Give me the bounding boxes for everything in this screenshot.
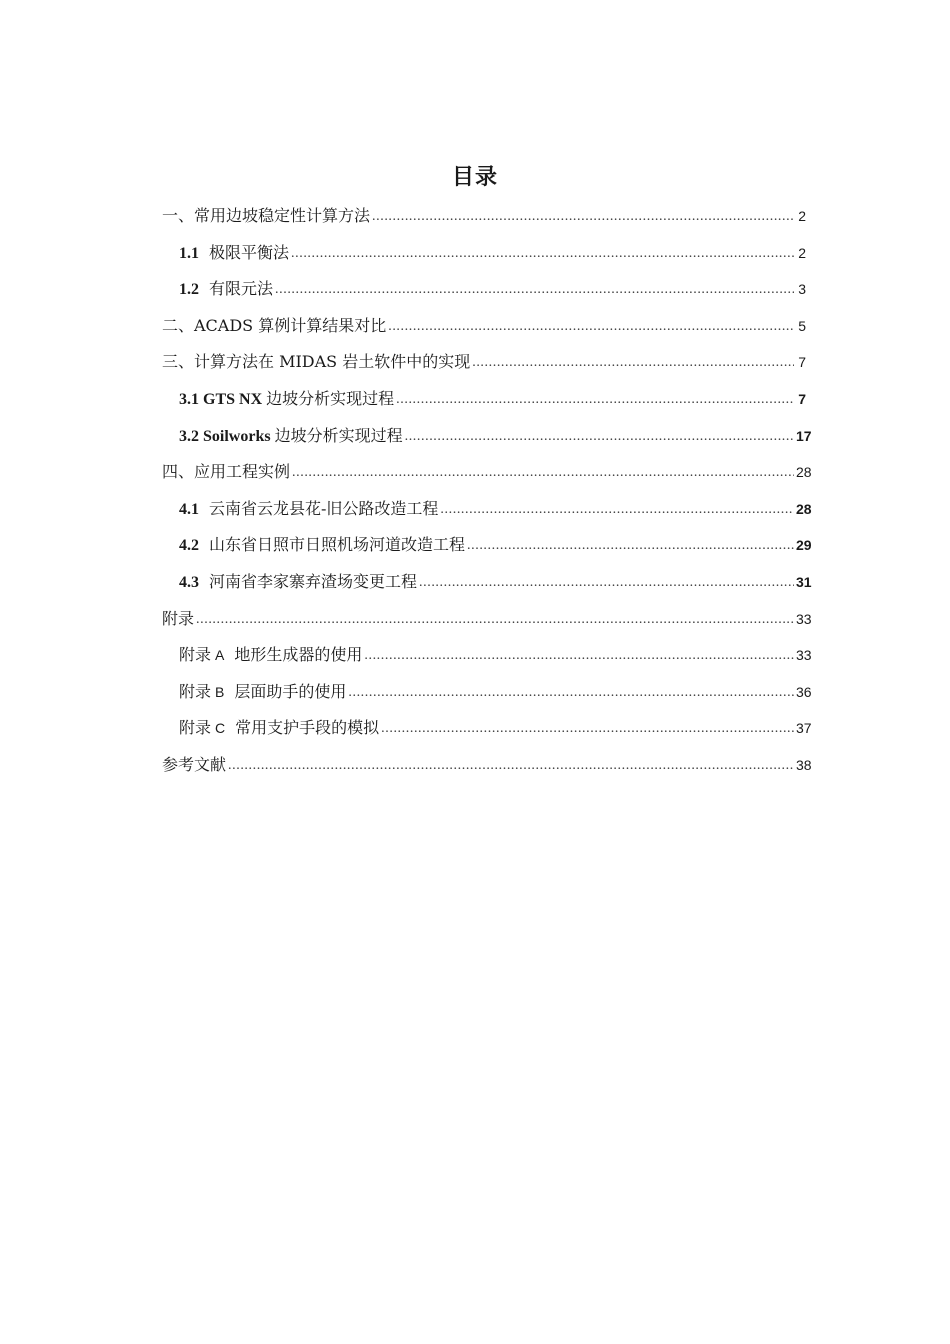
toc-entry-label: 地形生成器的使用 bbox=[234, 645, 363, 665]
toc-entry-label: 云南省云龙县花-旧公路改造工程 bbox=[209, 498, 439, 518]
toc-entry-appendix-tag: A bbox=[215, 647, 225, 664]
toc-leader-dots bbox=[467, 531, 794, 561]
toc-entry-page: 2 bbox=[798, 244, 806, 261]
toc-entry[interactable] bbox=[162, 677, 812, 714]
toc-entry[interactable] bbox=[162, 640, 812, 677]
toc-entry[interactable] bbox=[162, 457, 812, 494]
toc-entry-page: 17 bbox=[796, 427, 812, 444]
toc-entry-page: 38 bbox=[796, 756, 812, 773]
toc-entry[interactable] bbox=[162, 494, 812, 531]
toc-entry-label: 河南省李家寨弃渣场变更工程 bbox=[209, 571, 418, 591]
toc-entry-label: 附录 bbox=[162, 608, 195, 628]
toc-entry[interactable] bbox=[162, 604, 812, 641]
toc-entry-number: 3.1 GTS NX bbox=[179, 390, 263, 408]
toc-entry-label: 层面助手的使用 bbox=[234, 681, 347, 701]
toc-entry-label: 二、ACADS 算例计算结果对比 bbox=[162, 315, 387, 335]
toc-entry-page: 5 bbox=[798, 317, 806, 334]
toc-leader-dots bbox=[364, 641, 794, 671]
toc-leader-dots bbox=[405, 422, 794, 452]
toc-entry-prefix: 附录 bbox=[179, 645, 212, 665]
toc-entry-number: 3.2 Soilworks bbox=[179, 427, 271, 445]
toc-leader-dots bbox=[372, 202, 794, 232]
toc-entry-label: 边坡分析实现过程 bbox=[274, 425, 403, 445]
toc-entry-number: 4.2 bbox=[179, 537, 199, 555]
toc-leader-dots bbox=[419, 568, 794, 598]
toc-entry-prefix: 附录 bbox=[179, 718, 212, 738]
table-of-contents bbox=[162, 201, 812, 787]
toc-leader-dots bbox=[472, 348, 794, 378]
toc-entry-number: 4.1 bbox=[179, 500, 199, 518]
toc-entry[interactable] bbox=[162, 530, 812, 567]
toc-leader-dots bbox=[292, 458, 794, 488]
toc-leader-dots bbox=[228, 751, 794, 781]
toc-entry[interactable] bbox=[162, 201, 806, 238]
toc-leader-dots bbox=[396, 385, 794, 415]
toc-entry-number: 1.2 bbox=[179, 281, 199, 299]
toc-leader-dots bbox=[388, 312, 794, 342]
toc-entry[interactable] bbox=[162, 274, 806, 311]
toc-entry-page: 7 bbox=[798, 390, 806, 407]
toc-entry-number: 1.1 bbox=[179, 244, 199, 262]
toc-title: 目录 bbox=[451, 165, 498, 190]
toc-leader-dots bbox=[348, 678, 794, 708]
toc-entry-label: 四、应用工程实例 bbox=[162, 462, 291, 482]
toc-entry-page: 33 bbox=[796, 647, 812, 664]
toc-entry-page: 28 bbox=[796, 464, 812, 481]
toc-entry-page: 2 bbox=[798, 208, 806, 224]
toc-entry-label: 有限元法 bbox=[209, 279, 274, 299]
toc-entry-page: 7 bbox=[798, 354, 806, 371]
toc-entry-label: 参考文献 bbox=[162, 754, 227, 774]
toc-entry-label: 极限平衡法 bbox=[209, 242, 290, 262]
toc-entry-label: 一、常用边坡稳定性计算方法 bbox=[162, 206, 371, 225]
toc-leader-dots bbox=[291, 239, 794, 269]
toc-entry-page: 3 bbox=[798, 281, 806, 298]
toc-entry-label: 常用支护手段的模拟 bbox=[235, 718, 380, 738]
toc-leader-dots bbox=[440, 495, 794, 525]
toc-entry[interactable] bbox=[162, 347, 806, 384]
toc-entry[interactable] bbox=[162, 750, 812, 787]
toc-entry[interactable] bbox=[162, 713, 812, 750]
toc-entry[interactable] bbox=[162, 567, 812, 604]
toc-entry-prefix: 附录 bbox=[179, 681, 212, 701]
toc-entry-page: 28 bbox=[796, 500, 812, 517]
toc-entry-appendix-tag: C bbox=[215, 720, 226, 737]
toc-entry-label: 三、计算方法在 MIDAS 岩土软件中的实现 bbox=[162, 352, 471, 372]
toc-entry[interactable] bbox=[162, 384, 806, 421]
toc-entry-label: 山东省日照市日照机场河道改造工程 bbox=[209, 535, 466, 555]
toc-entry-number: 4.3 bbox=[179, 573, 199, 591]
toc-entry-page: 31 bbox=[796, 573, 812, 590]
toc-leader-dots bbox=[275, 275, 794, 305]
toc-entry-page: 37 bbox=[796, 720, 812, 737]
toc-entry[interactable] bbox=[162, 238, 806, 275]
toc-leader-dots bbox=[196, 605, 794, 635]
toc-entry[interactable] bbox=[162, 421, 812, 458]
toc-entry-page: 33 bbox=[796, 610, 812, 627]
toc-entry-label: 边坡分析实现过程 bbox=[266, 388, 395, 408]
toc-leader-dots bbox=[381, 714, 794, 744]
toc-entry-appendix-tag: B bbox=[215, 683, 225, 700]
toc-entry[interactable] bbox=[162, 311, 806, 348]
toc-entry-page: 36 bbox=[796, 683, 812, 700]
toc-entry-page: 29 bbox=[796, 537, 812, 554]
